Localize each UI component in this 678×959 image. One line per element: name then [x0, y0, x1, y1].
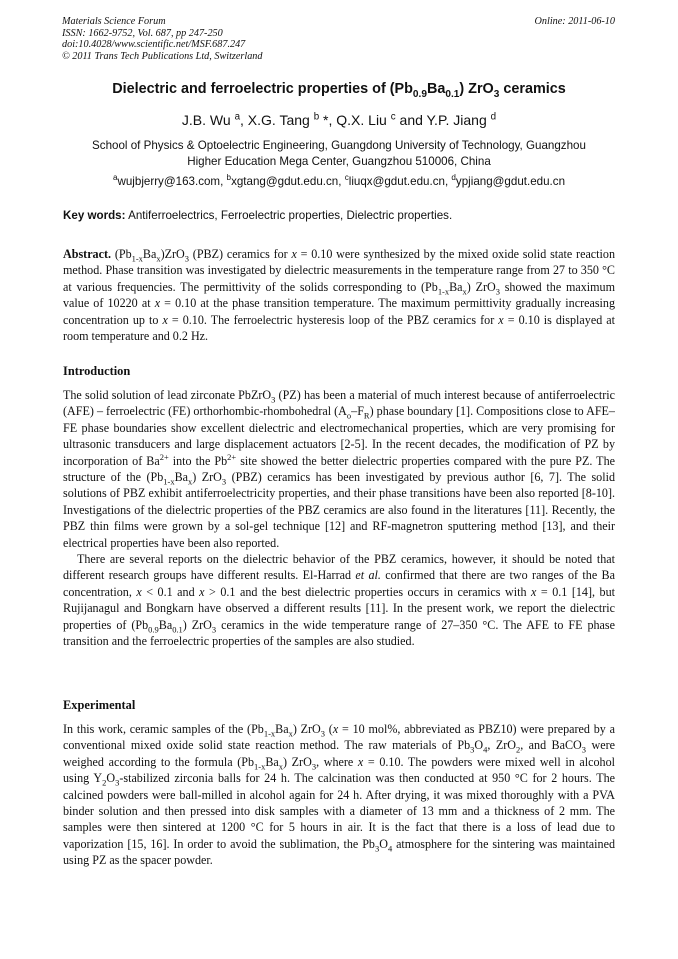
section-heading-experimental: Experimental [63, 698, 136, 712]
author-emails: $^a$wujbjerry@163.com, $^b$xgtang@gdut.edu.cn, $^c$liuqx@gdut.edu.cn, $^d$ypjiang@gdut.edu.cn [112, 173, 566, 188]
keywords-text: Antiferroelectrics, Ferroelectric properties, Dielectric properties. [125, 209, 453, 222]
email-link[interactable]: wujbjerry@163.com, [117, 175, 227, 188]
introduction-body [63, 387, 615, 650]
keywords-label: Key words: [63, 209, 126, 222]
doi-line: doi:10.4028/www.scientific.net/MSF.687.247 [62, 39, 246, 51]
experimental-paragraph-1: In this work, ceramic samples of the $(Pb_{1-x}Ba_x)$ ZrO$_3$ (x = 10 mol%, abbreviated as PBZ10) were prepared by a conventional mixed oxide solid state reaction method. The raw materials of $Pb_3O_4$, ZrO$_2$, and BaCO$_3$ were weighed according to the formula $(Pb_{1-x}Ba_x)$ ZrO$_3$, where x = 0.10. The powders were mixed well in alcohol using $Y_2O_3$-stabilized zirconia balls for 24 h. The calcination was then conducted at 950 °C for 2 hours. The calcined powders were ball-milled in alcohol again for 24 h. After drying, it was mixed thoroughly with a PVA binder solution and then pressed into disk samples with a diameter of 13 mm and a thickness of 2 mm. The samples were then sintered at 1200 °C for 5 hours in air. It is the fact that there is a loss of lead due to vaporization [15, 16]. In order to avoid the sublimation, the $Pb_3O_4$ atmosphere for the sintering was maintained using PZ as the spacer powder. [63, 722, 616, 868]
abstract: Abstract. $(Pb_{1-x}Ba_x)ZrO_3$ (PBZ) ceramics for x = 0.10 were synthesized by the mixed oxide solid state reaction method. Phase transition was investigated by dielectric measurements in the temperature range from 27 to 350 °C at various frequencies. The permittivity of the solids corresponding to $(Pb_{1-x}Ba_x)$ ZrO$_3$ showed the maximum value of 10220 at x = 0.10 at the phase transition temperature. The maximum permittivity gradually increasing concentration up to x = 0.10. The ferroelectric hysteresis loop of the PBZ ceramics for x = 0.10 is displayed at room temperature and 0.2 Hz. [63, 247, 616, 344]
keywords [63, 209, 619, 222]
affiliation [50, 138, 628, 170]
copyright-line: © 2011 Trans Tech Publications Ltd, Switzerland [62, 51, 263, 63]
journal-header [62, 16, 262, 63]
experimental-body [63, 721, 615, 869]
email-link[interactable]: ypjiang@gdut.edu.cn [455, 175, 566, 188]
section-heading-introduction: Introduction [63, 364, 131, 378]
online-date: Online: 2011-06-10 [534, 16, 615, 27]
email-link[interactable]: xgtang@gdut.edu.cn, [231, 175, 345, 188]
issn-line: ISSN: 1662-9752, Vol. 687, pp 247-250 [62, 27, 223, 39]
author-list: J.B. Wu $^a$, X.G. Tang $^b$ *, Q.X. Liu $^c$ and Y.P. Jiang $^d$ [181, 111, 497, 128]
affiliation-line-1: School of Physics & Optoelectric Engineering, Guangdong University of Technology, Guangzhou [92, 139, 586, 152]
affiliation-line-2: Higher Education Mega Center, Guangzhou 510006, China [187, 155, 491, 168]
intro-paragraph-1: The solid solution of lead zirconate PbZrO$_3$ (PZ) has been a material of much interest because of antiferroelectric (AFE) – ferroelectric (FE) orthorhombic-rhombohedral $(A_o-F_R)$ phase boundary [1]. Compositions close to AFE–FE phase boundaries show excellent dielectric and electromechanical properties, which are very promising for ultrasonic transducers and large displacement actuators [2-5]. In the recent decades, the modification of PZ by incorporation of $Ba^{2+}$ into the $Pb^{2+}$ site showed the better dielectric properties compared with the pure PZ. The structure of the $(Pb_{1-x}Ba_x)$ ZrO$_3$ (PBZ) ceramics has been investigated by previous author [6, 7]. The solid solutions of PBZ exhibit antiferroelectricity properties, and their phase transitions have been also reported [8-10]. Investigations of the dielectric properties of the PBZ ceramics are also found in the literatures [11]. Recently, the PBZ thin films were grown by a sol-gel technique [12] and RF-magnetron sputtering method [13], and their electrical properties have been also reported. [63, 388, 615, 550]
journal-name: Materials Science Forum [62, 16, 166, 27]
paper-title: Dielectric and ferroelectric properties of $(Pb_{0.9}Ba_{0.1})$ ZrO$_3$ ceramics [112, 81, 566, 100]
email-link[interactable]: liuqx@gdut.edu.cn, [348, 175, 452, 188]
intro-paragraph-2: There are several reports on the dielectric behavior of the PBZ ceramics, however, it should be noted that different research groups have different results. El-Harrad et al. confirmed that there are two ranges of the Ba concentration, x < 0.1 and x > 0.1 and the best dielectric properties occurs in ceramics with x = 0.1 [14], but Rujijanagul and Bongkarn have observed a different results [11]. In the present work, we report the dielectric properties of $(Pb_{0.9}Ba_{0.1})$ ZrO$_3$ ceramics in the wide temperature range of 27–350 °C. The AFE to FE phase transition and the ferroelectric properties of the samples are also studied. [63, 552, 615, 649]
